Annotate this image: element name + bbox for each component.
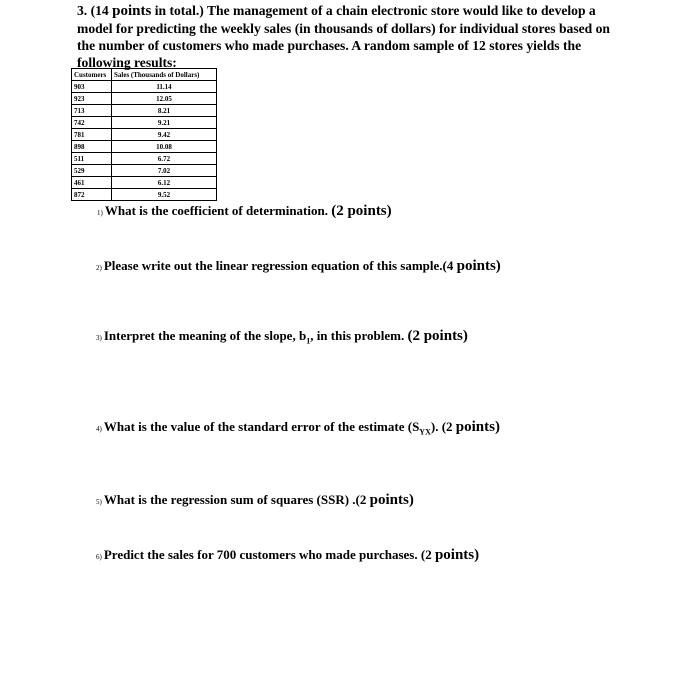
- question-points: points): [434, 547, 480, 563]
- intro-line3: the number of customers who made purchases. A random sample of 12 stores yields the: [77, 38, 582, 53]
- question-number: 5): [96, 498, 102, 506]
- intro-line2: model for predicting the weekly sales (in thousands of dollars) for individual stores based on: [77, 21, 610, 36]
- cell-sales: 9.21: [112, 117, 217, 129]
- table-header-row: [72, 69, 217, 81]
- intro-line1-rest: in total.) The management of a chain electronic store would like to develop a: [151, 3, 596, 18]
- question-number: 6): [96, 553, 102, 561]
- question-1: [97, 203, 392, 220]
- question-3: [96, 328, 468, 346]
- syx-subscript: YX: [419, 427, 431, 437]
- question-points: points): [456, 258, 501, 274]
- question-text-cont: ). (2: [430, 419, 456, 434]
- cell-customers: 923: [72, 93, 112, 105]
- table-row: [72, 93, 217, 105]
- cell-customers: 713: [72, 105, 112, 117]
- slope-subscript: 1: [306, 336, 311, 346]
- cell-customers: 872: [72, 189, 112, 201]
- question-points: points): [369, 492, 414, 508]
- question-text-cont: , in this problem.: [310, 328, 408, 343]
- table-row: [72, 81, 217, 93]
- cell-customers: 511: [72, 153, 112, 165]
- question-6: [96, 547, 479, 564]
- question-text: Interpret the meaning of the slope, b: [103, 328, 307, 343]
- header-customers: Customers: [72, 69, 112, 81]
- question-points: points): [455, 419, 500, 435]
- cell-sales: 12.05: [112, 93, 217, 105]
- question-number: 2): [96, 264, 102, 272]
- question-text: What is the value of the standard error of the estimate (S: [103, 419, 420, 434]
- question-text: Please write out the linear regression equation of this sample.(4: [103, 258, 457, 273]
- question-text: What is the regression sum of squares (SSR) .(2: [103, 492, 370, 507]
- question-points: (2 points): [331, 203, 392, 219]
- problem-statement: [77, 2, 677, 71]
- table-row: [72, 189, 217, 201]
- table-row: [72, 153, 217, 165]
- cell-sales: 9.42: [112, 129, 217, 141]
- intro-line4: following results:: [77, 55, 177, 70]
- data-table: [71, 68, 217, 201]
- table-row: [72, 117, 217, 129]
- table-row: [72, 105, 217, 117]
- question-number: 3): [96, 334, 102, 342]
- table-row: [72, 129, 217, 141]
- table-row: [72, 141, 217, 153]
- cell-customers: 903: [72, 81, 112, 93]
- question-number: 1): [97, 209, 103, 217]
- question-text: Predict the sales for 700 customers who made purchases. (2: [103, 547, 435, 562]
- table-row: [72, 177, 217, 189]
- table-row: [72, 165, 217, 177]
- cell-sales: 7.02: [112, 165, 217, 177]
- cell-sales: 11.14: [112, 81, 217, 93]
- cell-customers: 742: [72, 117, 112, 129]
- cell-sales: 6.72: [112, 153, 217, 165]
- cell-customers: 529: [72, 165, 112, 177]
- question-number: 4): [96, 425, 102, 433]
- cell-customers: 781: [72, 129, 112, 141]
- cell-sales: 9.52: [112, 189, 217, 201]
- question-points: (2 points): [407, 328, 468, 344]
- question-4: [96, 419, 500, 437]
- cell-sales: 8.21: [112, 105, 217, 117]
- cell-customers: 461: [72, 177, 112, 189]
- cell-sales: 6.12: [112, 177, 217, 189]
- header-sales: Sales (Thousands of Dollars): [112, 69, 217, 81]
- question-5: [96, 492, 414, 509]
- intro-prefix: 3. (14: [77, 3, 113, 18]
- question-text: What is the coefficient of determination.: [104, 203, 332, 218]
- intro-points-word: points: [112, 3, 152, 19]
- cell-customers: 898: [72, 141, 112, 153]
- question-2: [96, 258, 501, 275]
- cell-sales: 10.08: [112, 141, 217, 153]
